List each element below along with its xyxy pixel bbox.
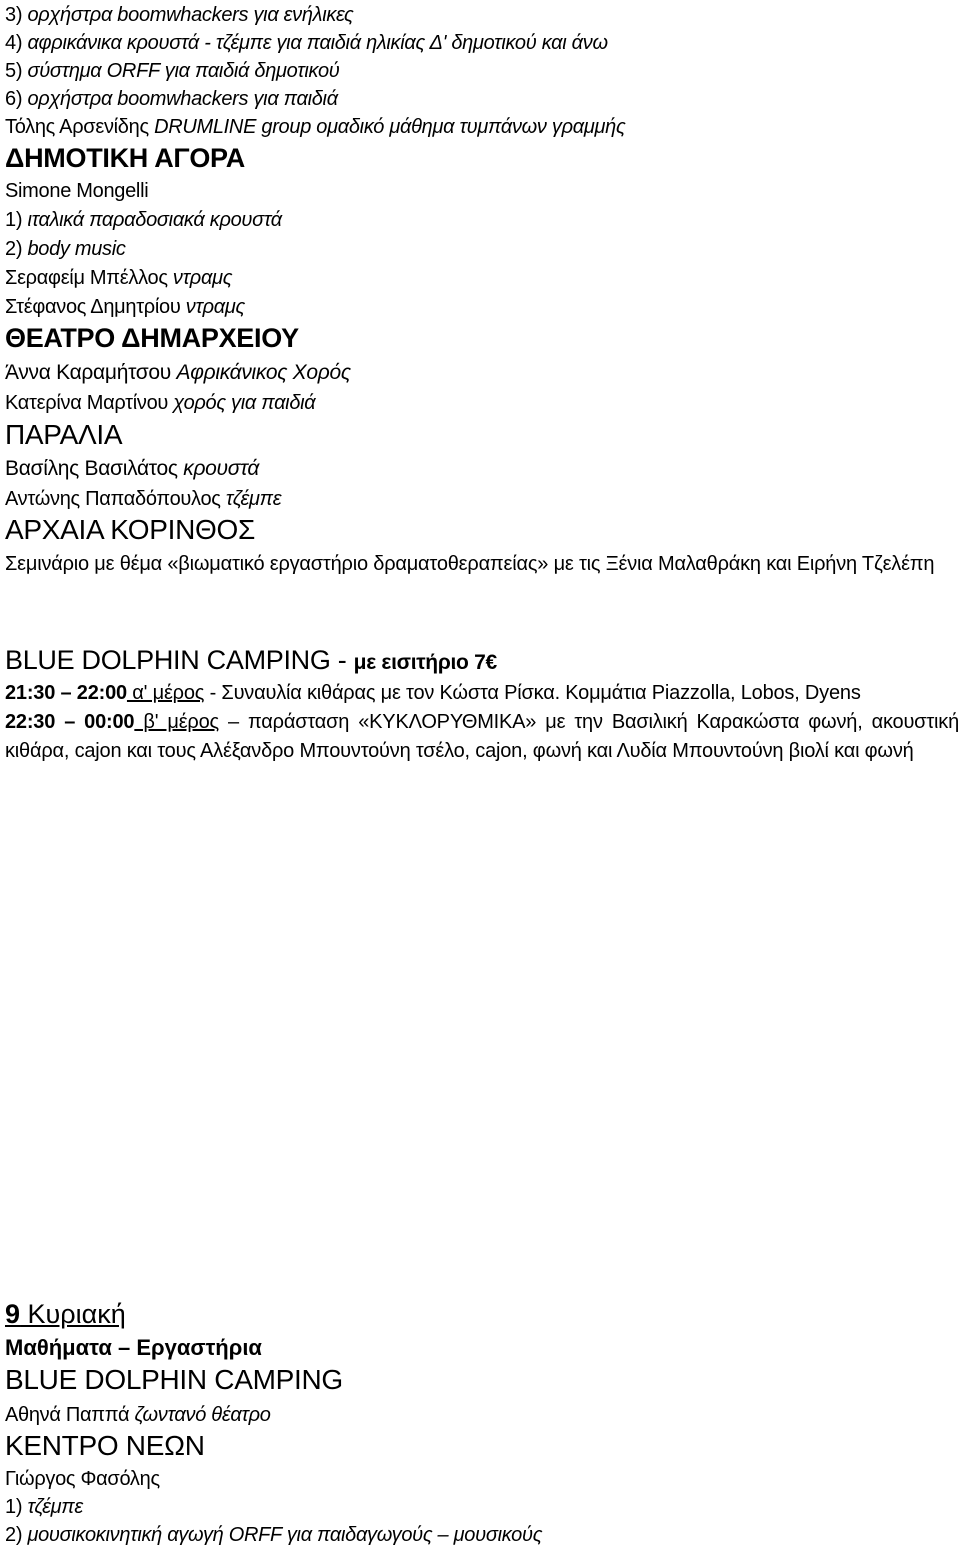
list-item bbox=[5, 178, 148, 204]
list-item bbox=[5, 30, 608, 56]
item-prefix: 5) bbox=[5, 60, 28, 82]
section-heading: ΠΑΡΑΛΙΑ bbox=[5, 419, 123, 450]
list-item bbox=[5, 1466, 160, 1492]
item-text: Αφρικάνικος Χορός bbox=[176, 361, 351, 384]
item-text: σύστημα ORFF για παιδιά δημοτικού bbox=[27, 60, 340, 82]
list-item bbox=[5, 114, 625, 140]
item-prefix: Τόλης Αρσενίδης bbox=[5, 116, 155, 138]
item-text: ορχήστρα boomwhackers για παιδιά bbox=[27, 88, 338, 110]
event-text: – παράσταση «ΚΥΚΛΟΡΥΘΜΙΚΑ» με την Βασιλική Καρακώστα φωνή, ακουστική κιθάρα, cajon και τους Αλέξανδρο Μπουντούνη τσέλο, cajon, φωνή και Λυδία Μπουντούνη βιολί και φωνή bbox=[5, 711, 959, 762]
event-item bbox=[5, 679, 959, 708]
item-text: μουσικοκινητική αγωγή ORFF για παιδαγωγούς – μουσικούς bbox=[27, 1524, 543, 1546]
item-prefix: 1) bbox=[5, 209, 28, 231]
item-prefix: Σεραφείμ Μπέλλος bbox=[5, 267, 173, 289]
item-prefix: 3) bbox=[5, 4, 28, 26]
section-heading: BLUE DOLPHIN CAMPING bbox=[5, 1364, 343, 1395]
heading-text: BLUE DOLPHIN CAMPING - bbox=[5, 645, 354, 675]
event-time: 22:30 – 00:00 bbox=[5, 711, 135, 733]
item-text: ιταλικά παραδοσιακά κρουστά bbox=[27, 209, 282, 231]
list-item bbox=[5, 1522, 542, 1548]
item-text: τζέμπε bbox=[225, 488, 282, 510]
list-item bbox=[5, 265, 232, 291]
item-prefix: 2) bbox=[5, 238, 28, 260]
list-item bbox=[5, 86, 338, 112]
item-prefix: 4) bbox=[5, 32, 28, 54]
item-prefix: 1) bbox=[5, 1496, 28, 1518]
item-prefix: Στέφανος Δημητρίου bbox=[5, 296, 186, 318]
list-item bbox=[5, 2, 353, 28]
list-item bbox=[5, 294, 245, 320]
event-part: β' μέρος bbox=[134, 711, 219, 733]
event-time: 21:30 – 22:00 bbox=[5, 682, 127, 704]
event-item bbox=[5, 708, 959, 766]
list-item bbox=[5, 1402, 271, 1428]
list-item bbox=[5, 236, 126, 262]
item-text: αφρικάνικα κρουστά - τζέμπε για παιδιά ηλικίας Δ' δημοτικού και άνω bbox=[27, 32, 608, 54]
item-prefix: 6) bbox=[5, 88, 28, 110]
section-heading: ΑΡΧΑΙΑ ΚΟΡΙΝΘΟΣ bbox=[5, 514, 256, 545]
item-prefix: Γιώργος Φασόλης bbox=[5, 1468, 160, 1490]
item-text: τζέμπε bbox=[27, 1496, 83, 1518]
list-item bbox=[5, 456, 259, 482]
list-item bbox=[5, 486, 281, 512]
item-text: ζωντανό θέατρο bbox=[134, 1404, 271, 1426]
item-text: κρουστά bbox=[183, 457, 260, 480]
item-text: DRUMLINE group ομαδικό μάθημα τυμπάνων γραμμής bbox=[154, 116, 626, 138]
item-prefix: Βασίλης Βασιλάτος bbox=[5, 457, 184, 480]
day-number: 9 bbox=[5, 1299, 21, 1329]
list-item bbox=[5, 207, 282, 233]
item-prefix: 2) bbox=[5, 1524, 28, 1546]
ticket-price: με εισιτήριο 7€ bbox=[353, 651, 497, 674]
section-heading: ΔΗΜΟΤΙΚΗ ΑΓΟΡΑ bbox=[5, 143, 245, 173]
item-prefix: Αθηνά Παππά bbox=[5, 1404, 135, 1426]
item-prefix: Αντώνης Παπαδόπουλος bbox=[5, 488, 226, 510]
item-text: χορός για παιδιά bbox=[173, 392, 316, 414]
section-heading bbox=[5, 644, 497, 679]
subtitle: Μαθήματα – Εργαστήρια bbox=[5, 1335, 262, 1360]
seminar-text: Σεμινάριο με θέμα «βιωματικό εργαστήριο δραματοθεραπείας» με τις Ξένια Μαλαθράκη και Ειρήνη Τζελέπη bbox=[5, 553, 935, 575]
day-heading bbox=[5, 1298, 126, 1330]
item-text: ορχήστρα boomwhackers για ενήλικες bbox=[27, 4, 354, 26]
list-item bbox=[5, 390, 315, 416]
item-prefix: Simone Mongelli bbox=[5, 180, 149, 202]
list-item bbox=[5, 1494, 83, 1520]
event-text: - Συναυλία κιθάρας με τον Κώστα Ρίσκα. Κομμάτια Piazzolla, Lobos, Dyens bbox=[204, 682, 861, 704]
item-text: body music bbox=[27, 238, 126, 260]
item-text: ντραμς bbox=[185, 296, 245, 318]
item-prefix: Άννα Καραμήτσου bbox=[5, 361, 177, 384]
section-heading: ΘΕΑΤΡΟ ΔΗΜΑΡΧΕΙΟΥ bbox=[5, 323, 299, 353]
list-item bbox=[5, 360, 351, 386]
day-name: Κυριακή bbox=[20, 1299, 126, 1329]
list-item bbox=[5, 58, 340, 84]
item-prefix: Κατερίνα Μαρτίνου bbox=[5, 392, 174, 414]
event-part: α' μέρος bbox=[126, 682, 205, 704]
item-text: ντραμς bbox=[172, 267, 233, 289]
section-heading: ΚΕΝΤΡΟ ΝΕΩΝ bbox=[5, 1430, 205, 1461]
